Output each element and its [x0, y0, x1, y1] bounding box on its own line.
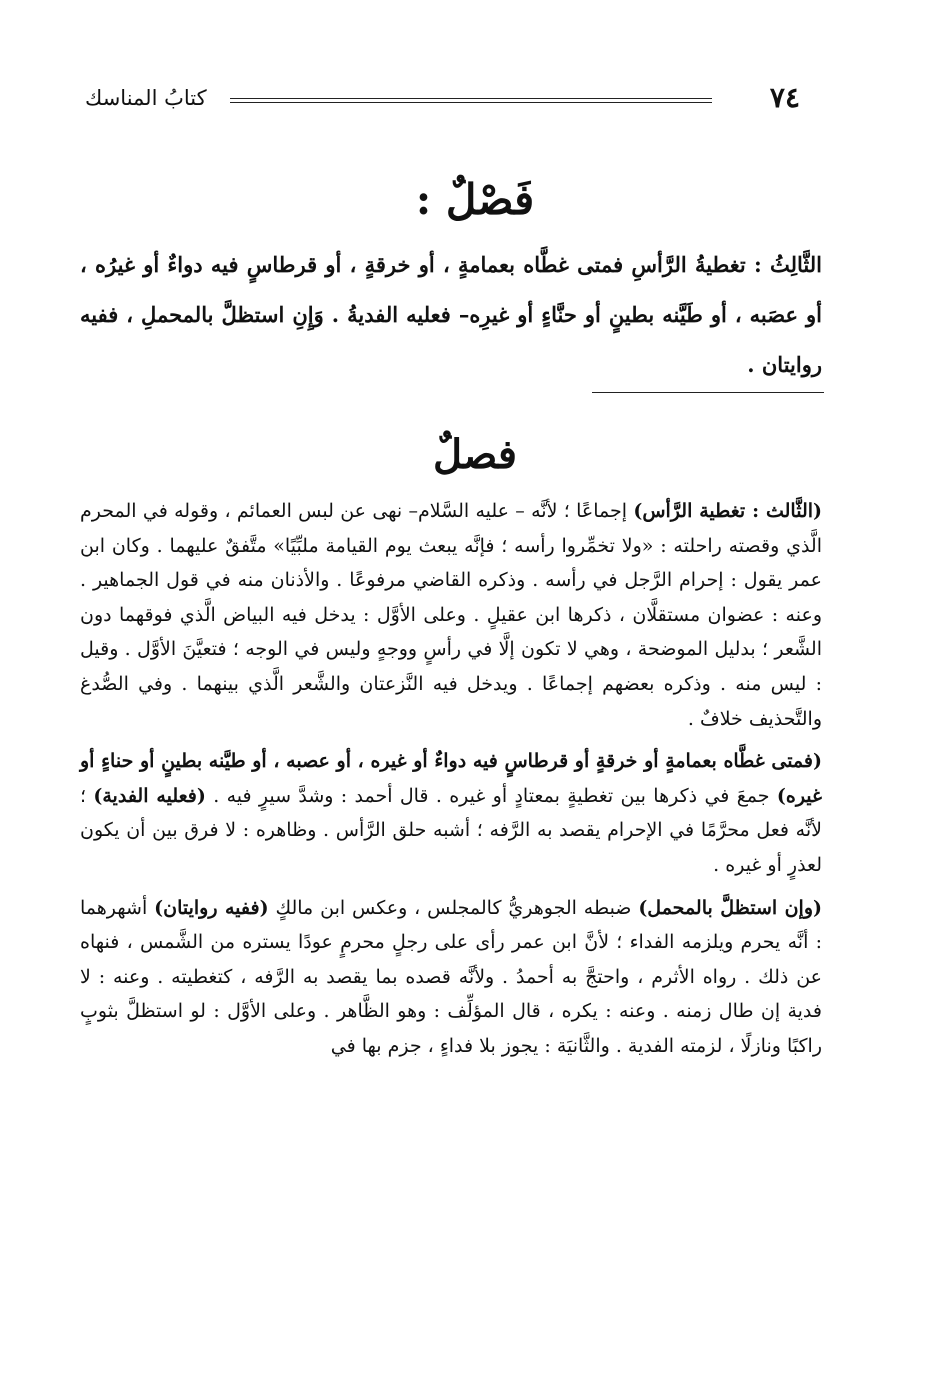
quoted-matn: (ففيه روايتان): [154, 896, 269, 919]
sharh-paragraph: [80, 891, 822, 1064]
book-title: كتابُ المناسك: [85, 86, 207, 110]
page-header: [85, 78, 800, 118]
quoted-matn: (الثَّالث : تغطية الرَّأس): [633, 500, 822, 522]
quoted-matn: (فمتى غطَّاه بعمامةٍ أو خرقةٍ أو قرطاسٍ فيه دواءٌ أو غيره ، أو عصبه ، أو طيَّنه بطينٍ أو حناءٍ أو غيره): [80, 750, 822, 807]
page-number: ٧٤: [769, 81, 800, 114]
commentary-text: إجماعًا ؛ لأنَّه – عليه السَّلام– نهى عن لبس العمائم ، وقوله في المحرم الَّذي وقصته راحلته : «ولا تخمِّروا رأسه ؛ فإنَّه يبعث يوم القيامة ملبِّيًا» متَّفقٌ عليهما . وكان ابن عمر يقول : إحرام الرَّجل في رأسه . وذكره القاضي مرفوعًا . والأذنان منه في قول الجماهير . وعنه : عضوان مستقلَّان ، ذكرها ابن عقيلٍ . وعلى الأوَّل : يدخل فيه البياض الَّذي فوقهما دون الشَّعر ؛ بدليل الموضحة ، وهي لا تكون إلَّا في رأسٍ ووجهٍ وليس في الوجه ؛ فتعيَّنَ الأوَّل . وقيل : ليس منه . وذكره بعضهم إجماعًا . ويدخل فيه النَّزعتان والشَّعر الَّذي بينهما . وفي الصُّدغ والتَّحذيف خلافٌ .: [80, 500, 822, 730]
matn-heading: فَصْلٌ :: [415, 175, 535, 224]
sharh-paragraph: [80, 744, 822, 882]
matn-text: الثَّالِثُ : تغطيةُ الرَّأسِ فمتى غطَّاه بعمامةٍ ، أو خرقةٍ ، أو قرطاسٍ فيه دواءٌ أو غيرُه ، أو عصَبه ، أو طَيَّنه بطينٍ أو حنَّاءٍ أو غيرِه– فعليه الفديةُ . وَإِنِ استظلَّ بالمحملِ ، ففيه روايتان .: [80, 252, 822, 377]
commentary-text: جمعَ في ذكرها بين تغطيةٍ بمعتادٍ أو غيره . قال أحمد : وشدَّ سيرٍ فيه .: [205, 784, 777, 807]
sharh-paragraph: [80, 494, 822, 736]
commentary-text: ضبطه الجوهريُّ كالمجلس ، وعكس ابن مالكٍ: [268, 896, 639, 919]
sharh-body: [80, 494, 822, 1072]
header-rule: [230, 98, 712, 103]
quoted-matn: (فعليه الفدية): [93, 784, 206, 807]
commentary-text: أشهرهما : أنَّه يحرم ويلزمه الفداء ؛ لأنَّ ابن عمر رأى على رجلٍ محرمٍ عودًا يستره من الشَّمس ، فنهاه عن ذلك . رواه الأثرم ، واحتجَّ به أحمدُ . ولأنَّه قصده بما يقصد به الرَّفه ، كتغطيته . وعنه : لا فدية إن طال زمنه . وعنه : يكره ، قال المؤلِّف : وهو الظَّاهر . وعلى الأوَّل : لو استظلَّ بثوبٍ راكبًا ونازلًا ، لزمته الفدية . والثَّانيَة : يجوز بلا فداءٍ ، جزم بها في: [80, 896, 822, 1057]
quoted-matn: (وإن استظلَّ بالمحمل): [638, 896, 823, 919]
sharh-heading: فصلٌ: [432, 431, 518, 478]
matn-divider: [592, 392, 824, 393]
commentary-text: ؛ لأنَّه فعل محرَّمًا في الإحرام يقصد به الرَّفه ؛ أشبه حلق الرَّأس . وظاهره : لا فرق بين أن يكون لعذرٍ أو غيره .: [80, 784, 822, 876]
